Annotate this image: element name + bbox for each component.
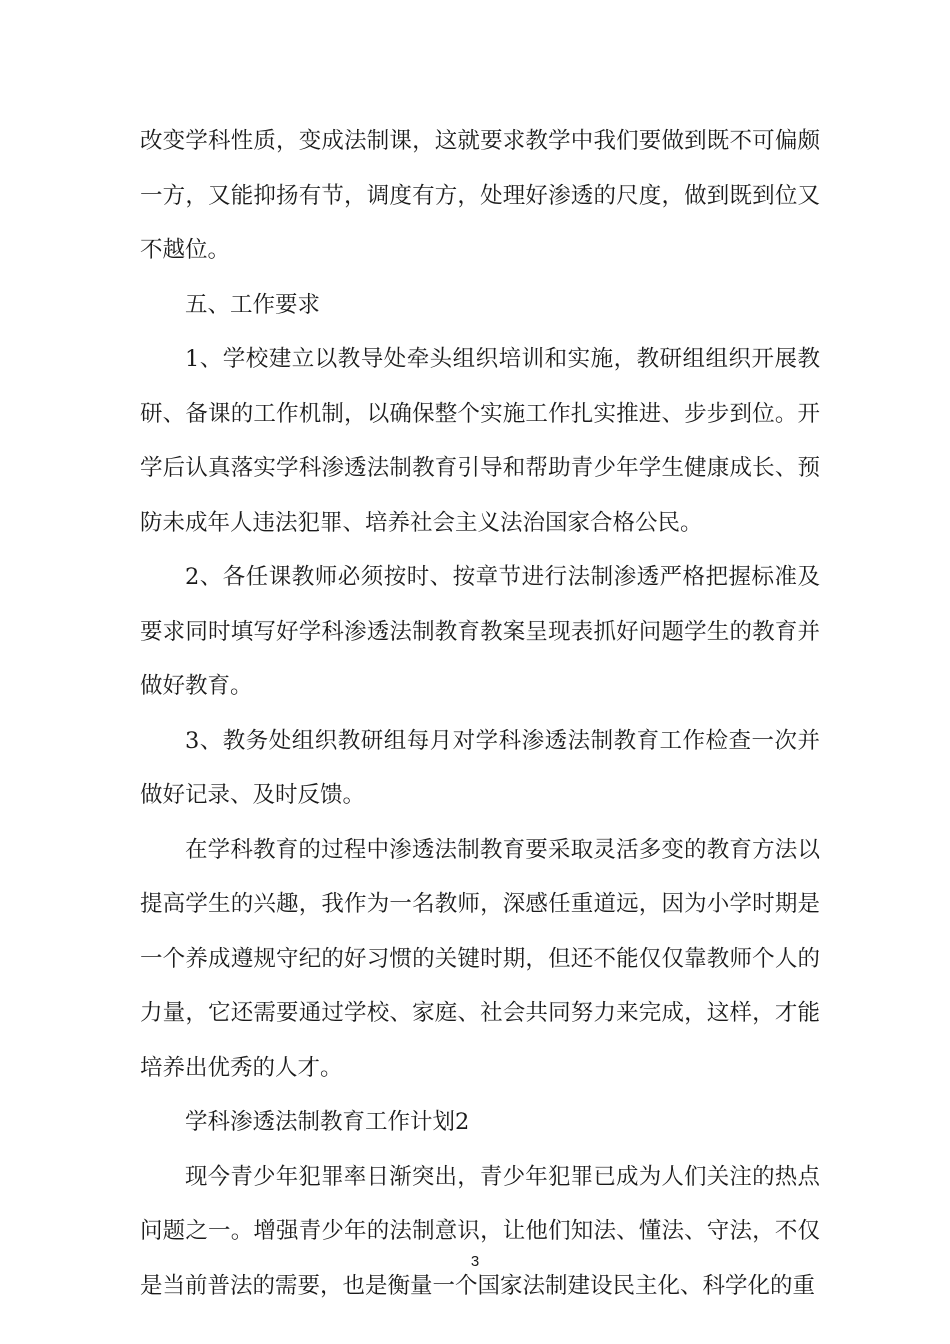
paragraph-plan-2-intro: 现今青少年犯罪率日渐突出，青少年犯罪已成为人们关注的热点问题之一。增强青少年的法制意识，让他们知法、懂法、守法，不仅是当前普法的需要，也是衡量一个国家法制建设民主化、科学化的重 (140, 1163, 820, 1299)
paragraph-continuation: 改变学科性质，变成法制课，这就要求教学中我们要做到既不可偏颇一方，又能抑扬有节，调度有方，处理好渗透的尺度，做到既到位又不越位。 (140, 128, 820, 263)
section-heading-work-requirements: 五、工作要求 (185, 291, 321, 318)
requirement-item-3: 3、教务处组织教研组每月对学科渗透法制教育工作检查一次并做好记录、及时反馈。 (140, 727, 820, 808)
plan-2-title: 学科渗透法制教育工作计划2 (185, 1109, 470, 1135)
requirement-item-1: 1、学校建立以教导处牵头组织培训和实施，教研组组织开展教研、备课的工作机制，以确保整个实施工作扎实推进、步步到位。开学后认真落实学科渗透法制教育引导和帮助青少年学生健康成长、预防未成年人违法犯罪、培养社会主义法治国家合格公民。 (140, 346, 820, 536)
paragraph-conclusion: 在学科教育的过程中渗透法制教育要采取灵活多变的教育方法以提高学生的兴趣，我作为一名教师，深感任重道远，因为小学时期是一个养成遵规守纪的好习惯的关键时期，但还不能仅仅靠教师个人的力量，它还需要通过学校、家庭、社会共同努力来完成，这样，才能培养出优秀的人才。 (140, 836, 820, 1081)
requirement-item-2: 2、各任课教师必须按时、按章节进行法制渗透严格把握标准及要求同时填写好学科渗透法制教育教案呈现表抓好问题学生的教育并做好教育。 (140, 564, 820, 699)
document-body (140, 114, 820, 1313)
page-number: 3 (470, 1253, 480, 1270)
